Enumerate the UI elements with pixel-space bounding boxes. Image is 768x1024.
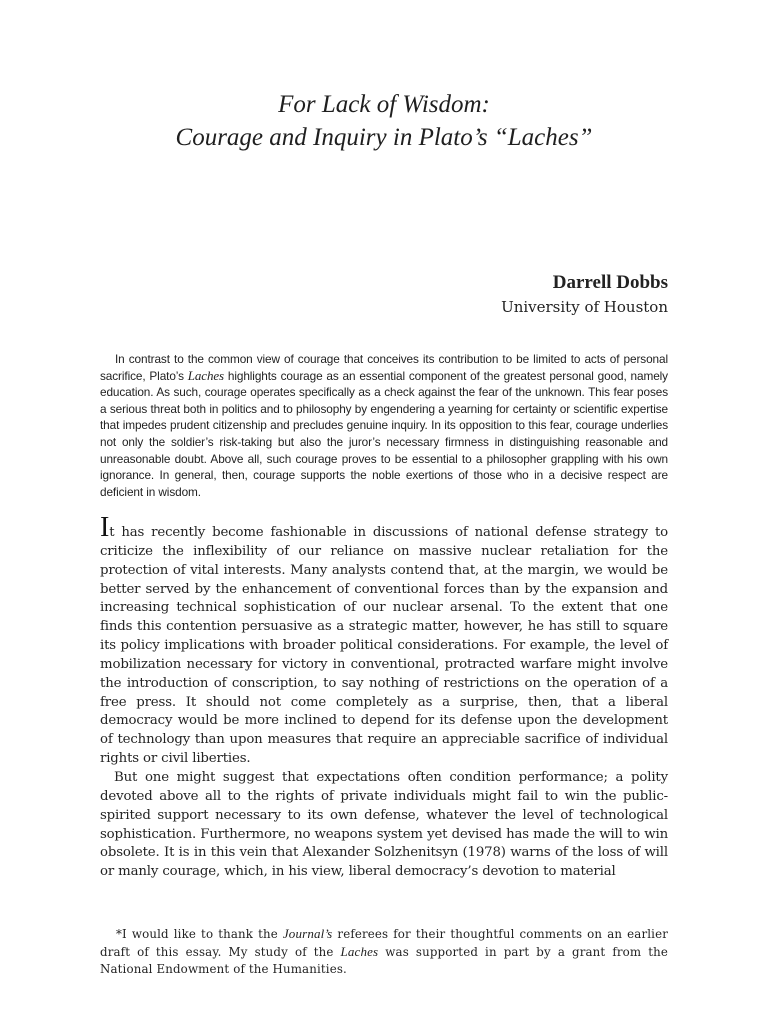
abstract-text-2: highlights courage as an essential component of the greatest personal good, namely education. As such, courage operates specifically as a check against the fear of the unknown. This fear poses a serious threat both in politics and to philosophy by engendering a yearning for certainty or scientific expertise that impedes prudent citizenship and precludes genuine inquiry. In its opposition to this fear, courage underlies not only the soldier’s risk-taking but also the juror’s necessary firmness in distinguishing reasonable and unreasonable doubt. Above all, such courage proves to be essential to a philosopher grappling with his own ignorance. In general, then, courage supports the noble exertions of those who in a decisive respect are deficient in wisdom. <box>100 368 668 499</box>
author-block <box>501 270 668 318</box>
drop-cap: I <box>100 512 110 543</box>
author-name: Darrell Dobbs <box>552 272 668 293</box>
footnote <box>100 925 668 978</box>
abstract <box>100 351 668 500</box>
footnote-text-2: referees for their thoughtful comments on an earlier draft of this essay. My study of the <box>100 927 669 959</box>
footnote-italic-journal: Journal’s <box>282 926 333 941</box>
abstract-italic-laches: Laches <box>187 367 225 383</box>
body-paragraph-1-text: t has recently become fashionable in discussions of national defense strategy to criticize the inflexibility of our reliance on massive nuclear retaliation for the protection of vital interests. Many analysts contend that, at the margin, we would be better served by the enhancement of conventional forces than by the expansion and increasing technical sophistication of our nuclear arsenal. To the extent that one finds this contention persuasive as a strategic matter, however, he has still to square its policy implications with broader political considerations. For example, the level of mobilization necessary for victory in conventional, protracted warfare might involve the introduction of conscription, to say nothing of restrictions on the operation of a free press. It should not come completely as a surprise, then, that a liberal democracy would be more inclined to depend for its defense upon the development of technology than upon measures that require an appreciable sacrifice of individual rights or civil liberties. <box>100 525 668 767</box>
title-line-1: For Lack of Wisdom: <box>278 91 490 118</box>
body-paragraph-1 <box>100 512 668 769</box>
footnote-text-1: *I would like to thank the <box>116 927 283 941</box>
footnote-italic-laches: Laches <box>340 944 379 959</box>
abstract-text-1: In contrast to the common view of courage that conceives its contribution to be limited to acts of personal sacrifice, Plato’s <box>100 352 668 383</box>
author-affiliation: University of Houston <box>501 298 668 316</box>
body-text <box>100 512 668 882</box>
article-title <box>0 88 768 154</box>
title-line-2: Courage and Inquiry in Plato’s “Laches” <box>175 124 593 151</box>
body-paragraph-2: But one might suggest that expectations often condition performance; a polity devoted above all to the rights of private individuals might fail to win the public-spirited support necessary to its own defense, whatever the level of technological sophistication. Furthermore, no weapons system yet devised has made the will to win obsolete. It is in this vein that Alexander Solzhenitsyn (1978) warns of the loss of will or manly courage, which, in his view, liberal democracy’s devotion to material <box>100 769 668 880</box>
footnote-text-3: was supported in part by a grant from the National Endowment of the Humanities. <box>100 945 669 976</box>
